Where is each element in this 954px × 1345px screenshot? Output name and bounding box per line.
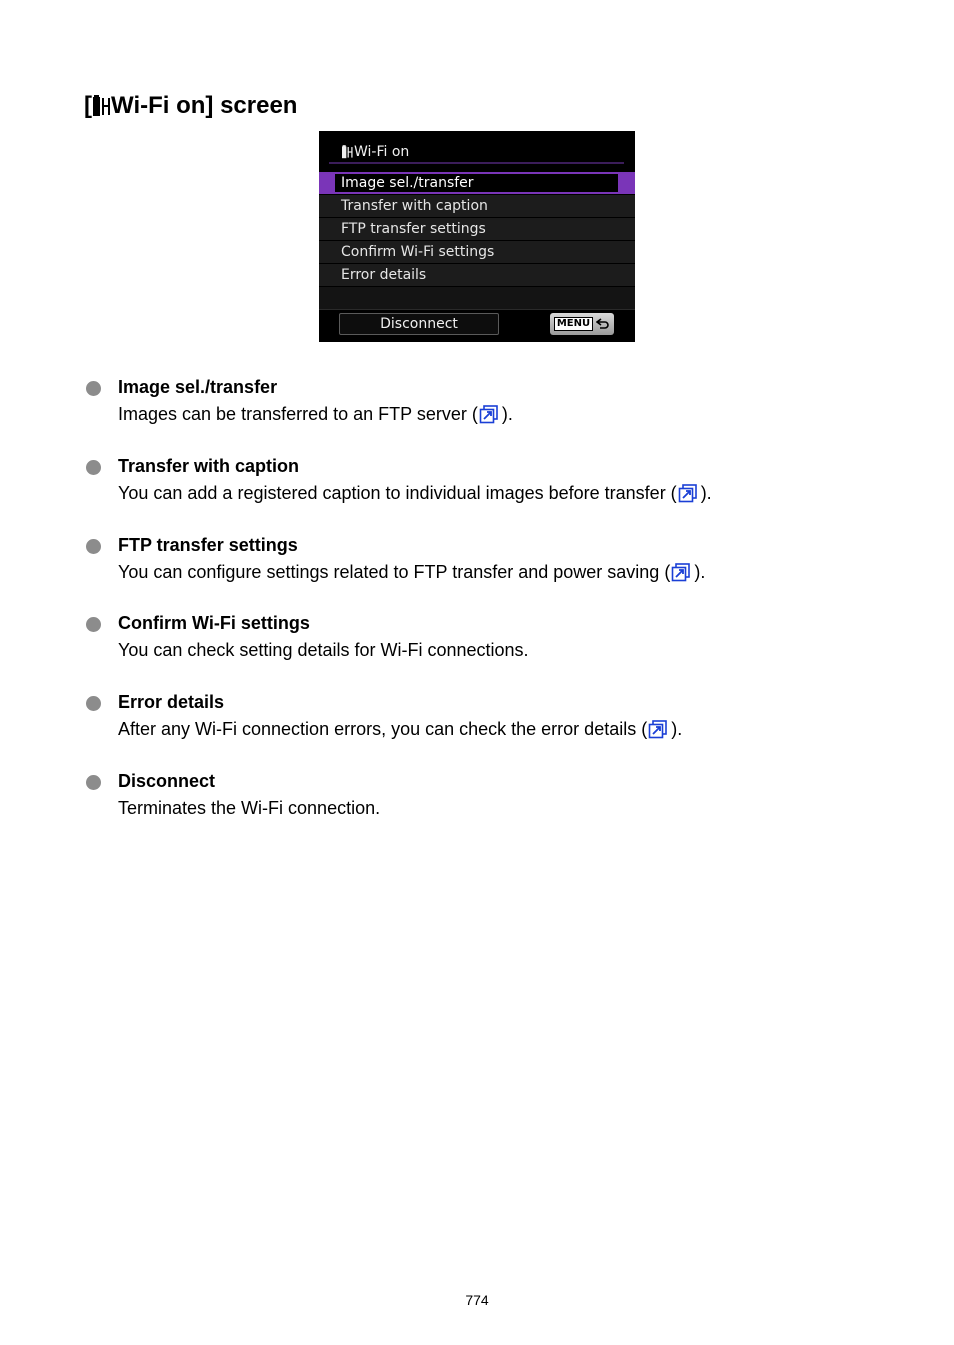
item-description [118, 797, 380, 819]
camera-screen-title [341, 141, 409, 163]
camera-menu-item-label: Confirm Wi-Fi settings [341, 244, 495, 260]
camera-menu-empty-row [319, 287, 635, 309]
bullet [86, 696, 101, 711]
disconnect-button[interactable]: Disconnect [339, 313, 499, 335]
item-title: Confirm Wi-Fi settings [118, 613, 310, 633]
item-title: Image sel./transfer [118, 377, 278, 397]
item-description [118, 482, 712, 504]
ftp-transfer-icon [342, 145, 349, 159]
description-text: You can check setting details for Wi-Fi connections. [118, 640, 529, 660]
page-number: 774 [465, 1292, 489, 1308]
camera-menu-item-label: Error details [341, 267, 427, 283]
camera-menu [319, 172, 635, 310]
item-title: Disconnect [118, 771, 216, 791]
camera-menu-item-confirm-wifi-settings[interactable] [319, 241, 635, 263]
description-end: ). [700, 483, 712, 503]
bullet [86, 617, 101, 632]
description-text: Images can be transferred to an FTP server ( [118, 404, 478, 424]
description-text: Terminates the Wi-Fi connection. [118, 798, 381, 818]
camera-menu-item-label: FTP transfer settings [341, 221, 486, 237]
bullet [86, 460, 101, 475]
page-link-icon[interactable] [479, 404, 499, 424]
camera-screen [319, 131, 635, 342]
item-description [118, 718, 682, 740]
return-arrow-icon [596, 318, 610, 330]
bullet [86, 539, 101, 554]
item-description [118, 403, 513, 425]
description-text: You can add a registered caption to individual images before transfer ( [118, 483, 677, 503]
camera-menu-item-label: Transfer with caption [341, 198, 488, 214]
camera-menu-item-label: Image sel./transfer [341, 175, 474, 191]
item-title: Error details [118, 692, 225, 712]
section-heading [84, 90, 297, 122]
page-link-icon[interactable] [678, 483, 698, 503]
item-description [118, 639, 529, 661]
title-divider [329, 162, 624, 164]
description-end: ). [671, 719, 683, 739]
page-link-icon[interactable] [671, 562, 691, 582]
bottom-divider [319, 309, 635, 310]
description-end: ). [501, 404, 513, 424]
camera-title-text: Wi-Fi on [354, 144, 410, 160]
item-title: FTP transfer settings [118, 535, 298, 555]
description-end: ). [694, 562, 706, 582]
item-description [118, 561, 705, 583]
heading-text: Wi-Fi on] screen [111, 92, 298, 119]
camera-menu-item-image-sel-transfer[interactable] [319, 172, 635, 194]
heading-bracket: [ [84, 92, 92, 119]
menu-button-label: MENU [554, 317, 593, 331]
camera-menu-item-error-details[interactable] [319, 264, 635, 286]
ftp-transfer-icon [93, 95, 110, 117]
page-link-icon[interactable] [648, 719, 668, 739]
camera-menu-item-ftp-transfer-settings[interactable] [319, 218, 635, 240]
item-title: Transfer with caption [118, 456, 300, 476]
menu-back-button[interactable] [550, 313, 614, 335]
bullet [86, 775, 101, 790]
camera-menu-item-transfer-with-caption[interactable] [319, 195, 635, 217]
bullet [86, 381, 101, 396]
description-text: After any Wi-Fi connection errors, you can check the error details ( [118, 719, 648, 739]
description-text: You can configure settings related to FTP transfer and power saving ( [118, 562, 671, 582]
